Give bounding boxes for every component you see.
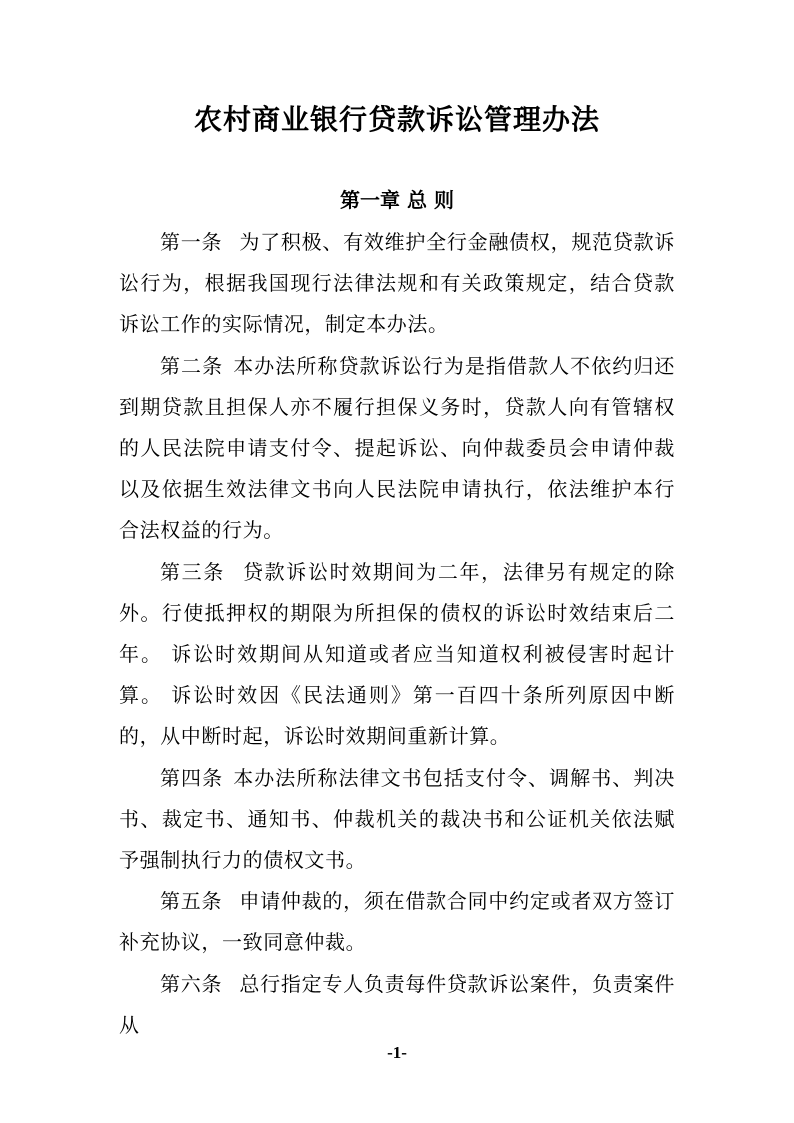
article-text: 贷款诉讼时效期间为二年，法律另有规定的除外。行使抵押权的期限为所担保的债权的诉讼时效结束后二年。 诉讼时效期间从知道或者应当知道权利被侵害时起计算。 诉讼时效因《民法通则》第一百四十条所列原因中断的，从中断时起，诉讼时效期间重新计算。 xyxy=(119,559,675,749)
article-label: 第二条 xyxy=(160,353,224,378)
article-label: 第四条 xyxy=(160,765,224,790)
article-6 xyxy=(119,964,675,1046)
article-4 xyxy=(119,758,675,882)
article-text: 本办法所称贷款诉讼行为是指借款人不依约归还到期贷款且担保人亦不履行担保义务时，贷款人向有管辖权的人民法院申请支付令、提起诉讼、向仲裁委员会申请仲裁以及依据生效法律文书向人民法院申请执行，依法维护本行合法权益的行为。 xyxy=(119,353,675,543)
article-text: 申请仲裁的，须在借款合同中约定或者双方签订补充协议，一致同意仲裁。 xyxy=(119,889,675,955)
article-label: 第一条 xyxy=(160,230,223,254)
page-number: -1- xyxy=(387,1043,407,1062)
article-3 xyxy=(119,552,675,758)
article-text: 为了积极、有效维护全行金融债权，规范贷款诉讼行为，根据我国现行法律法规和有关政策规定，结合贷款诉讼工作的实际情况，制定本办法。 xyxy=(119,230,675,337)
article-label: 第三条 xyxy=(160,559,225,584)
document-body xyxy=(119,222,675,1046)
article-1 xyxy=(119,222,675,346)
chapter-heading: 第一章 总 则 xyxy=(340,188,454,212)
article-text: 本办法所称法律文书包括支付令、调解书、判决书、裁定书、通知书、仲裁机关的裁决书和公证机关依法赋予强制执行力的债权文书。 xyxy=(119,765,675,873)
article-text: 总行指定专人负责每件贷款诉讼案件，负责案件从 xyxy=(119,971,675,1037)
article-2 xyxy=(119,346,675,552)
article-5 xyxy=(119,881,675,963)
article-label: 第五条 xyxy=(160,889,223,914)
article-label: 第六条 xyxy=(160,971,223,996)
document-title: 农村商业银行贷款诉讼管理办法 xyxy=(193,103,600,136)
